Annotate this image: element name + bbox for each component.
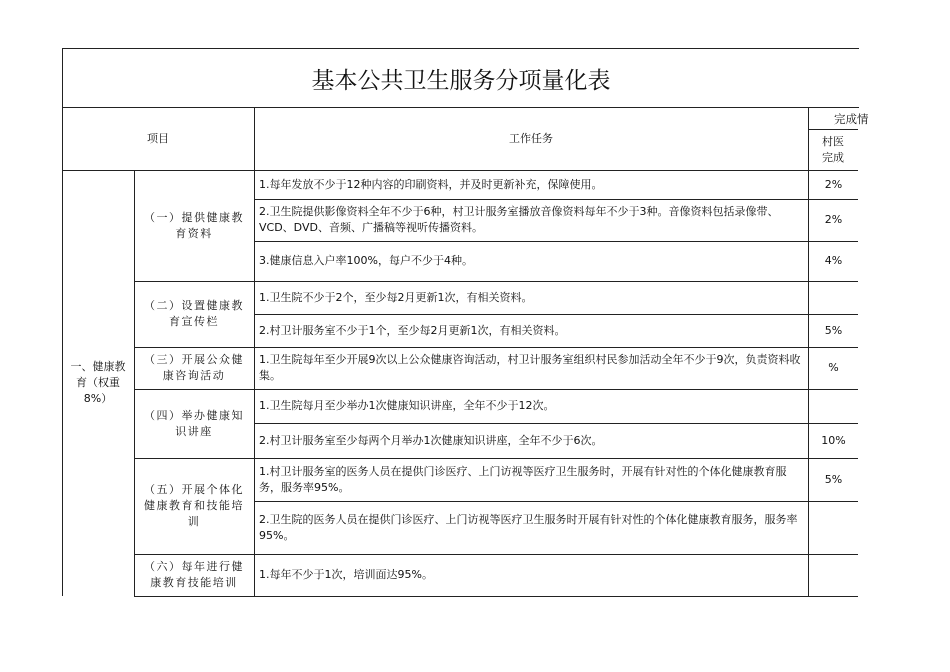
grid-line bbox=[254, 554, 858, 555]
group-label: （一）提供健康教育资料 bbox=[144, 210, 244, 240]
grid-line bbox=[134, 170, 135, 596]
grid-line bbox=[254, 314, 858, 315]
group-label: （四）举办健康知识讲座 bbox=[144, 408, 244, 438]
grid-line bbox=[134, 596, 858, 597]
task-text: 3.健康信息入户率100%，每户不少于4种。 bbox=[259, 254, 473, 267]
group-label: （三）开展公众健康咨询活动 bbox=[144, 353, 244, 382]
grid-line bbox=[134, 458, 254, 459]
task-text: 2.卫生院的医务人员在提供门诊医疗、上门访视等医疗卫生服务时开展有针对性的个体化健康教育服务，服务率95%。 bbox=[259, 512, 798, 542]
task-text: 1.村卫计服务室的医务人员在提供门诊医疗、上门访视等医疗卫生服务时，开展有针对性的个体化健康教育服务，服务率95%。 bbox=[259, 464, 787, 494]
header-task: 工作任务 bbox=[509, 131, 553, 145]
task-value bbox=[809, 501, 858, 554]
group-label: （六）每年进行健康教育技能培训 bbox=[144, 560, 244, 589]
task-value bbox=[809, 554, 858, 596]
grid-line bbox=[254, 107, 255, 596]
task-text: 2.村卫计服务室至少每两个月举办1次健康知识讲座，全年不少于6次。 bbox=[259, 433, 603, 447]
task-text: 1.卫生院每月至少举办1次健康知识讲座，全年不少于12次。 bbox=[259, 399, 555, 412]
grid-line bbox=[254, 458, 858, 459]
task-value: 2% bbox=[824, 177, 843, 191]
grid-line bbox=[254, 347, 858, 348]
task-value bbox=[809, 281, 858, 314]
grid-line bbox=[254, 199, 858, 200]
task-value: 4% bbox=[824, 254, 843, 267]
task-value: 2% bbox=[824, 213, 843, 226]
grid-line bbox=[134, 347, 254, 348]
header-village-doctor: 村医完成 bbox=[822, 135, 844, 164]
grid-line bbox=[254, 241, 858, 242]
task-text: 2.村卫计服务室不少于1个，至少每2月更新1次，有相关资料。 bbox=[259, 323, 566, 337]
category-health-education: 一、健康教育（权重8%） bbox=[70, 360, 126, 405]
task-value bbox=[809, 389, 858, 423]
task-text: 1.每年发放不少于12种内容的印刷资料，并及时更新补充，保障使用。 bbox=[259, 177, 603, 191]
group-label: （五）开展个体化健康教育和技能培训 bbox=[144, 483, 244, 528]
grid-line bbox=[62, 170, 858, 171]
grid-line bbox=[254, 389, 858, 390]
task-text: 1.卫生院每年至少开展9次以上公众健康咨询活动，村卫计服务室组织村民参加活动全年不少于9次，负责资料收集。 bbox=[259, 353, 801, 382]
header-completion: 完成情 bbox=[834, 112, 869, 126]
grid-line bbox=[808, 107, 809, 596]
grid-line bbox=[808, 129, 858, 130]
task-text: 2.卫生院提供影像资料全年不少于6种，村卫计服务室播放音像资料每年不少于3种。音像资料包括录像带、VCD、DVD、音频、广播稿等视听传播资料。 bbox=[259, 205, 779, 234]
task-value: 5% bbox=[824, 323, 843, 337]
task-text: 1.卫生院不少于2个，至少每2月更新1次，有相关资料。 bbox=[259, 290, 533, 304]
task-value: 10% bbox=[821, 433, 846, 447]
task-text: 1.每年不少于1次，培训面达95%。 bbox=[259, 568, 433, 581]
grid-line bbox=[254, 501, 858, 502]
page-title: 基本公共卫生服务分项量化表 bbox=[62, 48, 859, 108]
grid-line bbox=[134, 554, 254, 555]
grid-line bbox=[134, 389, 254, 390]
group-label: （二）设置健康教育宣传栏 bbox=[144, 299, 244, 328]
task-value: 5% bbox=[824, 472, 843, 486]
grid-line bbox=[254, 281, 858, 282]
task-value: % bbox=[828, 361, 839, 374]
grid-line bbox=[134, 281, 254, 282]
header-item: 项目 bbox=[147, 131, 169, 145]
grid-line bbox=[62, 48, 63, 596]
grid-line bbox=[254, 423, 858, 424]
